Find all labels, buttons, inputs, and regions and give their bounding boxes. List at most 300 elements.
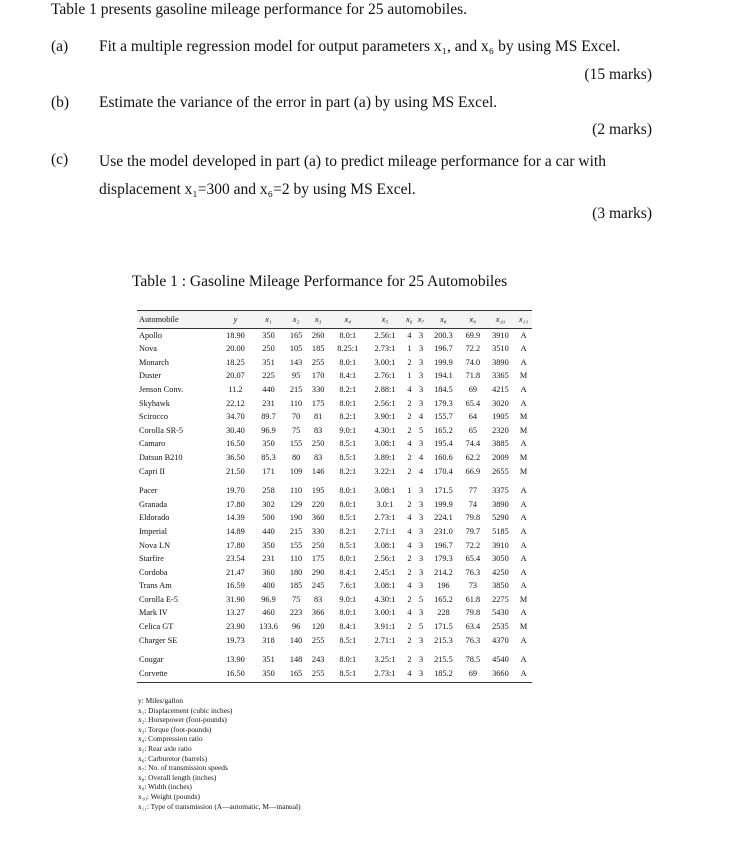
column-header: x₂: [285, 311, 307, 329]
table-cell: 8.0:1: [339, 486, 357, 496]
table-cell: A: [520, 398, 527, 408]
table-cell: 5290: [492, 513, 509, 523]
table-cell: 63.4: [465, 622, 481, 632]
mileage-table-container: [137, 310, 532, 683]
table-cell: 36.50: [226, 452, 245, 462]
table-cell: 4: [407, 513, 412, 523]
table-cell: 2.76:1: [374, 371, 396, 381]
table-cell: A: [520, 357, 527, 367]
table-cell: 80: [291, 452, 301, 462]
table-cell: 3: [418, 357, 424, 367]
automobile-name-cell: Pacer: [139, 486, 158, 496]
table-cell: 3: [418, 567, 424, 577]
table-cell: 3850: [492, 581, 509, 591]
table-cell: 18.25: [226, 357, 245, 367]
table-cell: 66.9: [465, 466, 481, 476]
column-header-automobile: Automobile: [137, 311, 219, 329]
table-cell: 185.2: [427, 667, 460, 683]
table-cell: 215: [289, 526, 303, 536]
table-cell: 171: [262, 466, 275, 476]
table-cell: 160.6: [434, 452, 453, 462]
table-cell: 75: [291, 594, 301, 604]
table-cell: 155: [289, 540, 303, 550]
table-row: [137, 498, 532, 512]
table-row: [137, 634, 532, 648]
table-cell: 350: [262, 439, 275, 449]
table-cell: 69: [468, 384, 477, 394]
table-cell: 31.90: [226, 594, 245, 604]
table-cell: 200.3: [434, 330, 453, 340]
table-cell: 30.40: [226, 425, 245, 435]
table-cell: 22.12: [226, 398, 245, 408]
legend-item: x₈: Overall length (inches): [138, 772, 217, 782]
table-cell: 2655: [492, 466, 509, 476]
table-cell: M: [519, 371, 528, 381]
table-cell: 3: [418, 371, 424, 381]
table-cell: 8.5:1: [339, 635, 357, 645]
table-cell: 2.71:1: [374, 635, 396, 645]
table-cell: 3050: [492, 554, 509, 564]
table-cell: 2: [407, 635, 412, 645]
table-row: [137, 369, 532, 383]
table-cell: 21.47: [226, 567, 245, 577]
table-row: [137, 579, 532, 593]
table-cell: 3.00:1: [374, 357, 396, 367]
table-cell: 74.0: [465, 357, 481, 367]
table-cell: 170: [311, 371, 325, 381]
table-row: [137, 525, 532, 539]
table-cell: 2: [407, 499, 412, 509]
table-cell: 8.0:1: [339, 554, 357, 564]
table-cell: 16.50: [226, 439, 245, 449]
table-cell: 2: [407, 466, 412, 476]
table-cell: 3: [418, 581, 424, 591]
table-cell: 2: [407, 452, 412, 462]
table-cell: M: [519, 452, 528, 462]
table-cell: 81: [314, 412, 323, 422]
table-cell: 20.07: [226, 371, 245, 381]
table-cell: 70: [291, 412, 301, 422]
table-cell: A: [520, 513, 527, 523]
table-cell: A: [515, 667, 532, 683]
table-cell: 214.2: [434, 567, 453, 577]
table-row: [137, 484, 532, 498]
table-cell: 2.88:1: [374, 384, 396, 394]
table-cell: 171.5: [434, 622, 453, 632]
table-cell: 440: [262, 384, 275, 394]
part-b-label: (b): [51, 94, 70, 111]
column-header: x₇: [415, 311, 427, 329]
table-cell: 8.0:1: [339, 499, 357, 509]
table-cell: 1905: [492, 412, 509, 422]
table-cell: 215: [289, 384, 303, 394]
table-cell: A: [520, 655, 527, 665]
table-cell: A: [520, 608, 527, 618]
table-cell: 2: [407, 425, 412, 435]
table-cell: 19.73: [226, 635, 245, 645]
table-cell: 199.9: [434, 357, 453, 367]
table-cell: 89.7: [261, 412, 276, 422]
table-cell: 1: [407, 344, 412, 354]
automobile-name-cell: Charger SE: [139, 635, 178, 645]
table-cell: 179.3: [434, 554, 453, 564]
table-cell: 74.4: [465, 439, 481, 449]
automobile-name-cell: Cougar: [139, 655, 164, 665]
table-title: Table 1 : Gasoline Mileage Performance for 25 Automobiles: [132, 273, 508, 290]
table-cell: 4: [407, 608, 412, 618]
table-cell: 3.91:1: [374, 622, 396, 632]
table-cell: 195.4: [434, 439, 453, 449]
part-b-text: Estimate the variance of the error in part (a) by using MS Excel.: [99, 94, 498, 111]
table-cell: 3: [418, 655, 424, 665]
table-cell: 4: [407, 439, 412, 449]
intro-text: Table 1 presents gasoline mileage performance for 25 automobiles.: [51, 1, 467, 18]
table-cell: 3.25:1: [374, 655, 396, 665]
table-cell: 11.2: [228, 384, 243, 394]
table-cell: M: [519, 412, 528, 422]
table-cell: 351: [262, 357, 275, 367]
table-cell: 3885: [492, 439, 509, 449]
table-cell: 8.5:1: [339, 452, 357, 462]
automobile-name-cell: Celica GT: [139, 622, 174, 632]
automobile-name-cell: Corolla E-5: [139, 594, 178, 604]
table-cell: A: [520, 344, 527, 354]
table-cell: 155: [289, 439, 303, 449]
table-cell: 7.6:1: [339, 581, 357, 591]
part-a-marks: (15 marks): [584, 66, 652, 83]
table-cell: 330: [311, 526, 325, 536]
automobile-name-cell: Skyhawk: [139, 398, 170, 408]
table-cell: 14.39: [226, 513, 245, 523]
table-cell: 62.2: [465, 452, 481, 462]
table-cell: 3: [415, 667, 427, 683]
table-cell: 148: [289, 655, 303, 665]
table-cell: 143: [289, 357, 303, 367]
table-cell: 69.9: [465, 330, 481, 340]
table-cell: 4.30:1: [374, 594, 396, 604]
table-cell: 23.90: [226, 622, 245, 632]
table-row: [137, 410, 532, 424]
table-row: [137, 593, 532, 607]
table-cell: 179.3: [434, 398, 453, 408]
table-cell: 366: [311, 608, 325, 618]
table-cell: 79.7: [465, 526, 481, 536]
table-cell: 5430: [492, 608, 509, 618]
table-cell: 3890: [492, 499, 509, 509]
table-cell: 350: [262, 540, 275, 550]
table-cell: 2.73:1: [374, 513, 396, 523]
table-cell: 215.5: [434, 655, 453, 665]
table-cell: 2.45:1: [374, 567, 396, 577]
part-c-label: (c): [51, 151, 69, 168]
legend-item: x₆: Carburetor (barrels): [138, 753, 208, 763]
table-cell: 3.08:1: [374, 486, 396, 496]
table-cell: 302: [262, 499, 275, 509]
table-cell: 8.5:1: [329, 667, 366, 683]
table-cell: 96.9: [261, 425, 276, 435]
mileage-table: [137, 310, 532, 683]
table-cell: 8.0:1: [339, 330, 357, 340]
table-cell: 3.08:1: [374, 439, 396, 449]
table-cell: 223: [289, 608, 303, 618]
table-cell: M: [519, 425, 528, 435]
table-cell: 14.89: [226, 526, 245, 536]
table-cell: 2: [407, 398, 412, 408]
table-cell: 3.89:1: [374, 452, 396, 462]
table-cell: 3510: [492, 344, 509, 354]
table-cell: 73: [468, 581, 477, 591]
table-cell: 4: [418, 412, 424, 422]
table-row: [137, 397, 532, 411]
automobile-name-cell: Nova LN: [139, 540, 171, 550]
legend-item: x₄: Compression ratio: [138, 734, 203, 744]
table-cell: 65.4: [465, 554, 481, 564]
table-cell: 4: [407, 330, 412, 340]
table-cell: 2.73:1: [374, 344, 396, 354]
table-cell: 3: [418, 608, 424, 618]
table-cell: 109: [289, 466, 303, 476]
table-cell: 3: [418, 330, 424, 340]
automobile-name-cell: Nova: [139, 344, 157, 354]
table-cell: 5185: [492, 526, 509, 536]
table-cell: 9.0:1: [339, 594, 357, 604]
table-cell: 4: [404, 667, 416, 683]
table-cell: A: [520, 384, 527, 394]
table-cell: A: [520, 439, 527, 449]
table-row: [137, 667, 532, 683]
table-cell: 75: [291, 425, 301, 435]
table-cell: 165.2: [434, 425, 453, 435]
automobile-name-cell: Trans Am: [139, 581, 172, 591]
table-cell: 2.71:1: [374, 526, 396, 536]
automobile-name-cell: Corvette: [137, 667, 219, 683]
table-row: [137, 620, 532, 634]
table-cell: 260: [311, 330, 325, 340]
table-cell: 3: [418, 554, 424, 564]
table-cell: 2: [407, 554, 412, 564]
automobile-name-cell: Cordoba: [139, 567, 168, 577]
table-cell: 8.0:1: [339, 608, 357, 618]
table-cell: 196: [437, 581, 450, 591]
table-cell: 231: [262, 554, 275, 564]
legend-item: x₁₀: Weight (pounds): [138, 791, 200, 801]
table-cell: 3910: [492, 540, 509, 550]
part-c-text: Use the model developed in part (a) to predict mileage performance for a car with displacement x₁=300 and x₆=2 by using MS Excel.: [99, 153, 606, 198]
table-cell: 3910: [492, 330, 509, 340]
table-cell: A: [520, 581, 527, 591]
table-row: [137, 552, 532, 566]
table-cell: 72.2: [465, 540, 481, 550]
table-cell: 228: [437, 608, 450, 618]
table-cell: 171.5: [434, 486, 453, 496]
table-cell: 8.2:1: [339, 384, 357, 394]
table-cell: 243: [311, 655, 325, 665]
automobile-name-cell: Imperial: [139, 526, 168, 536]
table-cell: 110: [290, 398, 303, 408]
table-cell: 170.4: [434, 466, 453, 476]
table-cell: 76.3: [465, 635, 481, 645]
table-cell: 3: [418, 486, 424, 496]
table-cell: 4: [407, 540, 412, 550]
table-row: [137, 566, 532, 580]
table-cell: 220: [311, 499, 325, 509]
table-cell: 21.50: [226, 466, 245, 476]
automobile-name-cell: Eldorado: [139, 513, 170, 523]
table-row: [137, 451, 532, 465]
table-cell: 16.50: [219, 667, 252, 683]
table-cell: 65.4: [465, 398, 481, 408]
table-cell: 3: [418, 526, 424, 536]
table-cell: 133.6: [259, 622, 278, 632]
table-cell: 184.5: [434, 384, 453, 394]
table-cell: 3: [418, 513, 424, 523]
table-cell: 8.4:1: [339, 371, 357, 381]
table-cell: 196.7: [434, 540, 453, 550]
table-cell: 1: [407, 486, 412, 496]
automobile-name-cell: Corolla SR-5: [139, 425, 184, 435]
table-cell: 2.56:1: [374, 330, 396, 340]
table-cell: A: [520, 554, 527, 564]
table-cell: 245: [311, 581, 325, 591]
table-cell: 2: [407, 567, 412, 577]
legend-item: y: Miles/gallon: [138, 696, 183, 705]
table-cell: 3.0:1: [376, 499, 394, 509]
table-cell: 155.7: [434, 412, 453, 422]
table-cell: 4: [418, 466, 424, 476]
table-cell: 460: [262, 608, 275, 618]
table-cell: 105: [289, 344, 303, 354]
table-cell: 195: [311, 486, 325, 496]
table-cell: 71.8: [465, 371, 481, 381]
table-cell: 61.8: [465, 594, 481, 604]
table-cell: 175: [311, 398, 325, 408]
table-cell: 64: [468, 412, 477, 422]
table-cell: 2.56:1: [374, 398, 396, 408]
column-header: x₁₀: [486, 311, 515, 329]
automobile-name-cell: Duster: [139, 371, 162, 381]
table-cell: 255: [307, 667, 329, 683]
table-cell: 2: [407, 655, 412, 665]
table-cell: 250: [311, 439, 325, 449]
table-cell: 190: [289, 513, 303, 523]
legend-item: x₁₁: Type of transmission (A—automatic, M—manual): [138, 801, 301, 811]
table-cell: 2: [407, 357, 412, 367]
table-cell: 2275: [492, 594, 509, 604]
legend-item: x₉: Width (inches): [138, 782, 192, 792]
variable-legend: [138, 696, 301, 811]
table-cell: 351: [262, 655, 275, 665]
table-cell: 2.73:1: [366, 667, 403, 683]
table-cell: 95: [291, 371, 301, 381]
table-cell: 4370: [492, 635, 509, 645]
table-cell: 4.30:1: [374, 425, 396, 435]
table-cell: 255: [311, 635, 325, 645]
table-cell: 3375: [492, 486, 509, 496]
table-cell: 290: [311, 567, 325, 577]
table-cell: 83: [314, 425, 323, 435]
table-cell: 79.8: [465, 513, 481, 523]
table-cell: 3660: [486, 667, 515, 683]
table-cell: 2535: [492, 622, 509, 632]
table-cell: 3: [418, 398, 424, 408]
table-cell: 318: [262, 635, 275, 645]
table-cell: 9.0:1: [339, 425, 357, 435]
table-cell: 2: [407, 594, 412, 604]
table-cell: 255: [311, 357, 325, 367]
table-cell: 140: [289, 635, 303, 645]
part-c-marks: (3 marks): [592, 205, 652, 222]
table-cell: 8.0:1: [339, 357, 357, 367]
table-cell: 16.59: [226, 581, 245, 591]
table-cell: 165.2: [434, 594, 453, 604]
table-cell: 185: [311, 344, 325, 354]
table-cell: 2009: [492, 452, 509, 462]
table-cell: 34.70: [226, 412, 245, 422]
automobile-name-cell: Starfire: [139, 554, 164, 564]
table-row: [137, 606, 532, 620]
column-header: x₁₁: [515, 311, 532, 329]
table-cell: 3: [418, 635, 424, 645]
table-cell: 2: [407, 412, 412, 422]
part-a-text: Fit a multiple regression model for output parameters x₁, and x₆ by using MS Excel.: [99, 38, 621, 55]
table-cell: 8.0:1: [339, 655, 357, 665]
table-cell: 23.54: [226, 554, 245, 564]
table-cell: 215.3: [434, 635, 453, 645]
automobile-name-cell: Camaro: [139, 439, 166, 449]
table-cell: 13.90: [226, 655, 245, 665]
table-cell: 196.7: [434, 344, 453, 354]
table-cell: A: [520, 635, 527, 645]
table-cell: 5: [418, 622, 424, 632]
table-cell: 20.00: [226, 344, 245, 354]
table-row: [137, 511, 532, 525]
table-cell: 4: [418, 452, 424, 462]
table-cell: 8.0:1: [339, 398, 357, 408]
table-cell: 72.2: [465, 344, 481, 354]
column-header: x₃: [307, 311, 329, 329]
table-cell: 3.08:1: [374, 581, 396, 591]
table-cell: 360: [311, 513, 325, 523]
table-cell: 8.4:1: [339, 622, 357, 632]
column-header: x₈: [427, 311, 460, 329]
table-cell: A: [520, 540, 527, 550]
legend-item: x₇: No. of transmission speeds: [138, 763, 228, 773]
table-cell: 194.1: [434, 371, 453, 381]
table-cell: 175: [311, 554, 325, 564]
table-cell: 8.2:1: [339, 466, 357, 476]
table-cell: 1: [407, 371, 412, 381]
table-cell: 83: [314, 594, 323, 604]
table-cell: 110: [290, 486, 303, 496]
table-cell: 250: [262, 344, 275, 354]
table-cell: 83: [314, 452, 323, 462]
table-cell: 3: [418, 344, 424, 354]
table-row: [137, 653, 532, 667]
legend-item: x₁: Displacement (cubic inches): [138, 705, 233, 715]
legend-item: x₂: Horsepower (foot-pounds): [138, 715, 227, 725]
table-cell: 224.1: [434, 513, 453, 523]
table-cell: 4: [407, 526, 412, 536]
automobile-name-cell: Scirocco: [139, 412, 169, 422]
table-cell: 3: [418, 499, 424, 509]
table-cell: 76.3: [465, 567, 481, 577]
table-cell: 8.5:1: [339, 540, 357, 550]
table-cell: 3.00:1: [374, 608, 396, 618]
table-cell: 77: [468, 486, 477, 496]
automobile-name-cell: Monarch: [139, 357, 169, 367]
table-cell: 330: [311, 384, 325, 394]
table-cell: 250: [311, 540, 325, 550]
